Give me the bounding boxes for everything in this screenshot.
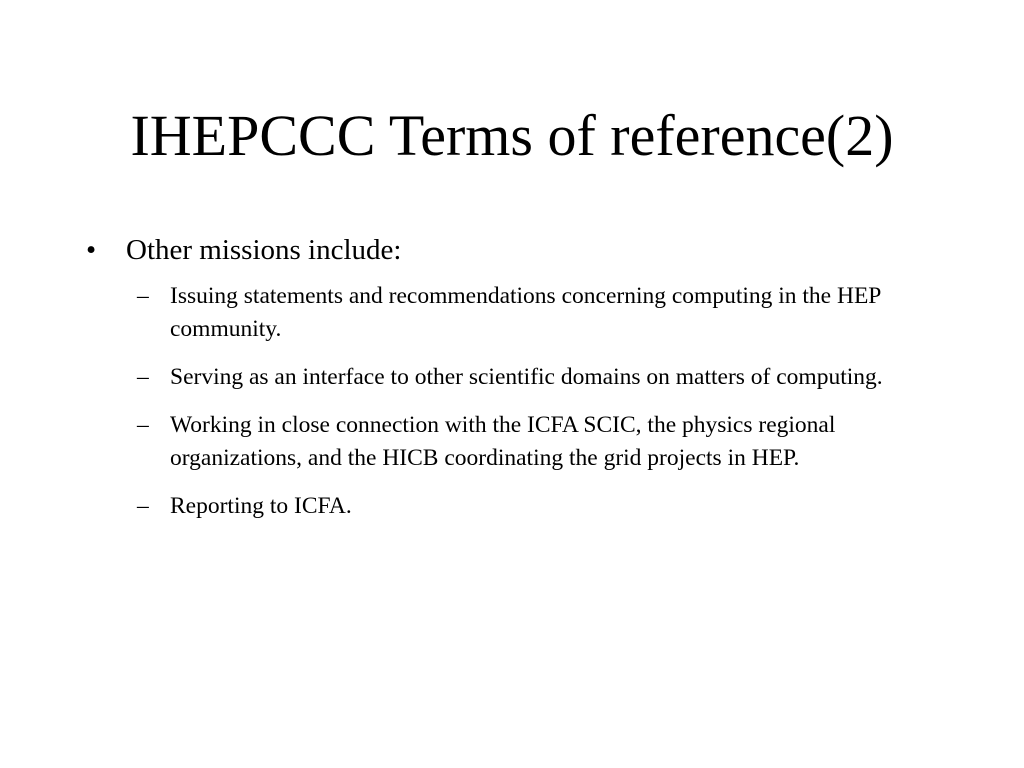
dash-marker: –: [137, 283, 149, 309]
list-item-text: Reporting to ICFA.: [170, 493, 352, 519]
list-item-text: Issuing statements and recommendations concerning computing in the HEP community.: [170, 283, 881, 342]
list-item-text: Working in close connection with the ICFA SCIC, the physics regional organizations, and the HICB coordinating the grid projects in HEP.: [170, 412, 836, 471]
slide-title: IHEPCCC Terms of reference(2): [130, 103, 894, 168]
bullet-marker: •: [86, 234, 97, 266]
dash-marker: –: [137, 493, 149, 519]
dash-marker: –: [137, 364, 149, 390]
list-item: [131, 280, 945, 346]
bullet-text: Other missions include:: [126, 234, 402, 266]
list-item: [131, 409, 945, 475]
list-item: [131, 490, 945, 523]
mission-list: [86, 280, 946, 523]
bullet-other-missions: [86, 230, 946, 270]
dash-marker: –: [137, 412, 149, 438]
list-item-text: Serving as an interface to other scientific domains on matters of computing.: [170, 364, 883, 390]
slide-body: [86, 230, 946, 538]
list-item: [131, 361, 945, 394]
